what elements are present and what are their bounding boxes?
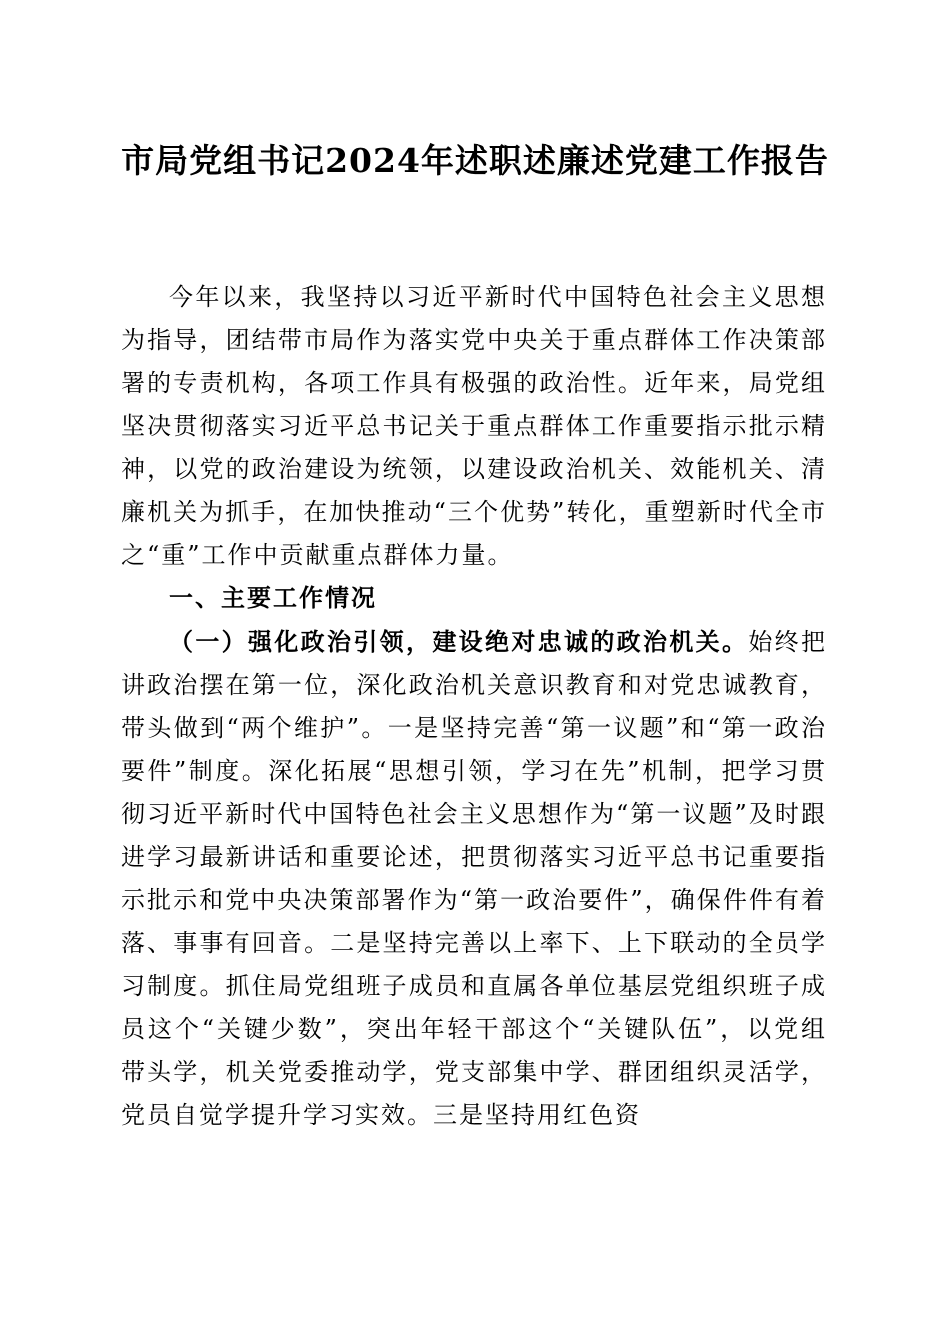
- section-heading: 一、主要工作情况: [169, 584, 377, 612]
- subsection-text: 始终把讲政治摆在第一位，深化政治机关意识教育和对党忠诚教育，带头做到“两个维护”。一是坚持完善“第一议题”和“第一政治要件”制度。深化拓展“思想引领，学习在先”机制，把学习贯彻习近平新时代中国特色社会主义思想作为“第一议题”及时跟进学习最新讲话和重要论述，把贯彻落实习近平总书记重要指示批示和党中央决策部署作为“第一政治要件”，确保件件有着落、事事有回音。二是坚持完善以上率下、上下联动的全员学习制度。抓住局党组班子成员和直属各单位基层党组织班子成员这个“关键少数”，突出年轻干部这个“关键队伍”，以党组带头学，机关党委推动学，党支部集中学、群团组织灵活学，党员自觉学提升学习实效。三是坚持用红色资: [121, 628, 828, 1129]
- document-title: 市局党组书记2024年述职述廉述党建工作报告: [121, 141, 829, 180]
- subsection-paragraph: [121, 620, 827, 1137]
- document-body: [121, 276, 827, 1137]
- subsection-lead: （一）强化政治引领，建设绝对忠诚的政治机关。: [169, 627, 749, 656]
- intro-paragraph: 今年以来，我坚持以习近平新时代中国特色社会主义思想为指导，团结带市局作为落实党中央关于重点群体工作决策部署的专责机构，各项工作具有极强的政治性。近年来，局党组坚决贯彻落实习近平总书记关于重点群体工作重要指示批示精神，以党的政治建设为统领，以建设政治机关、效能机关、清廉机关为抓手，在加快推动“三个优势”转化，重塑新时代全市之“重”工作中贡献重点群体力量。: [121, 283, 827, 569]
